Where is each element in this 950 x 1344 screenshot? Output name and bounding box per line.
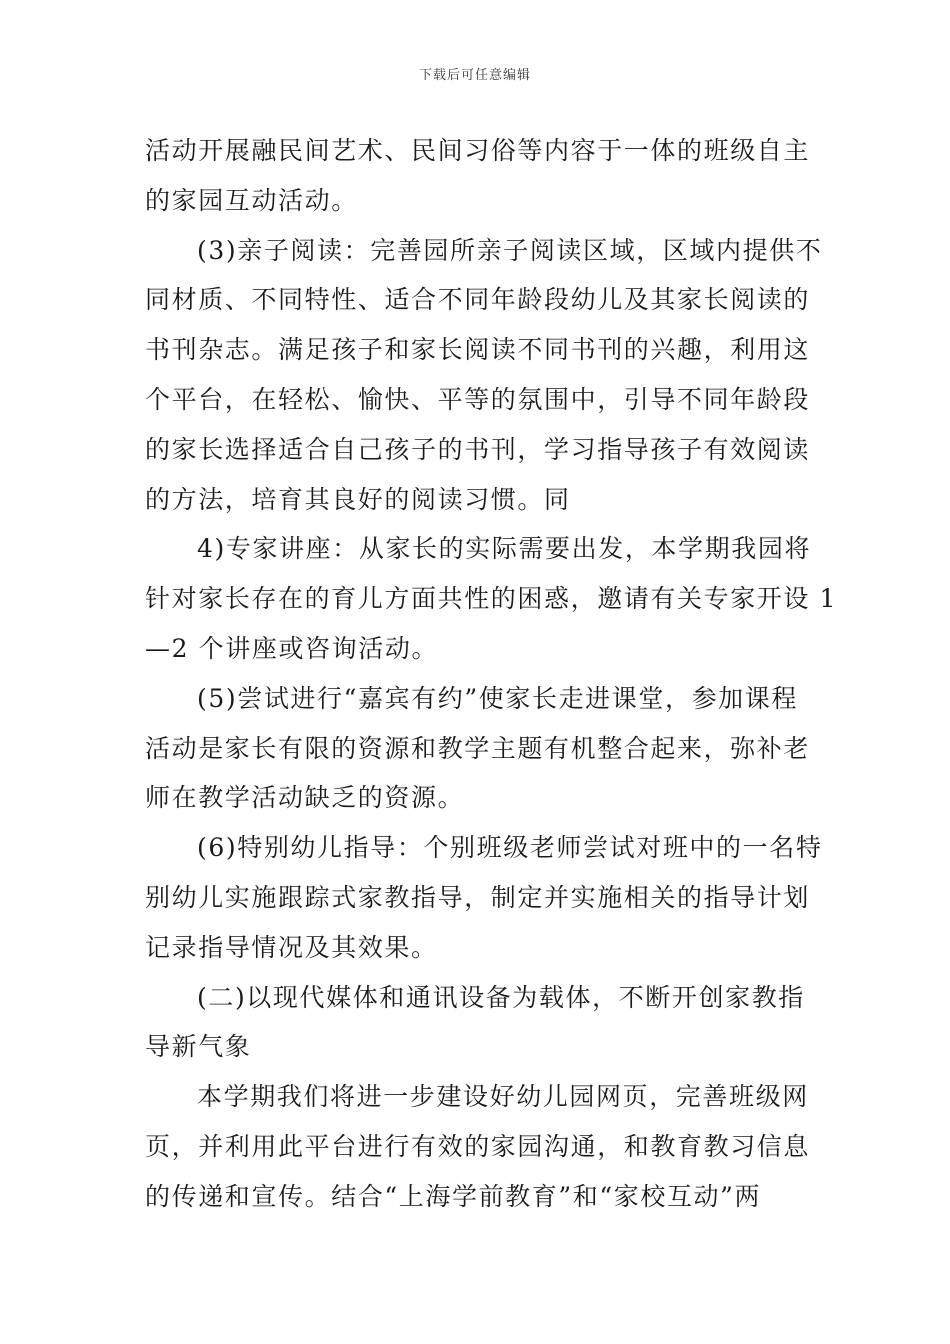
text-line: 导新气象	[145, 1032, 252, 1062]
text-line: 4)专家讲座：从家长的实际需要出发，本学期我园将	[197, 534, 812, 564]
page-header: 下载后可任意编辑	[418, 68, 531, 83]
text-line: (3)亲子阅读：完善园所亲子阅读区域，区域内提供不	[197, 235, 823, 265]
text-line: 本学期我们将进一步建设好幼儿园网页，完善班级网	[197, 1082, 809, 1112]
document-body	[145, 126, 838, 1222]
text-line: 书刊杂志。满足孩子和家长阅读不同书刊的兴趣，利用这	[145, 335, 811, 365]
text-line: 活动是家长有限的资源和教学主题有机整合起来，弥补老	[145, 733, 811, 763]
text-line: 师在教学活动缺乏的资源。	[145, 783, 465, 813]
text-line: 的方法，培育其良好的阅读习惯。同	[145, 484, 571, 514]
text-line: —2 个讲座或咨询活动。	[145, 633, 439, 663]
text-line: (5)尝试进行“嘉宾有约”使家长走进课堂，参加课程	[197, 683, 798, 713]
text-line: 个平台，在轻松、愉快、平等的氛围中，引导不同年龄段	[145, 384, 811, 414]
text-line: 同材质、不同特性、适合不同年龄段幼儿及其家长阅读的	[145, 285, 811, 315]
text-line: 针对家长存在的育儿方面共性的困惑，邀请有关专家开设 1	[145, 584, 838, 614]
text-line: 页，并利用此平台进行有效的家园沟通，和教育教习信息	[145, 1131, 811, 1161]
text-line: (二)以现代媒体和通讯设备为载体，不断开创家教指	[197, 982, 805, 1012]
text-line: 的家园互动活动。	[145, 185, 358, 215]
text-line: 活动开展融民间艺术、民间习俗等内容于一体的班级自主	[145, 136, 811, 165]
text-line: 的家长选择适合自己孩子的书刊，学习指导孩子有效阅读	[145, 434, 811, 464]
text-line: 记录指导情况及其效果。	[145, 932, 438, 962]
text-line: 的传递和宣传。结合“上海学前教育”和“家校互动”两	[145, 1181, 762, 1211]
text-line: (6)特别幼儿指导：个别班级老师尝试对班中的一名特	[197, 833, 823, 863]
text-line: 别幼儿实施跟踪式家教指导，制定并实施相关的指导计划	[145, 882, 811, 912]
